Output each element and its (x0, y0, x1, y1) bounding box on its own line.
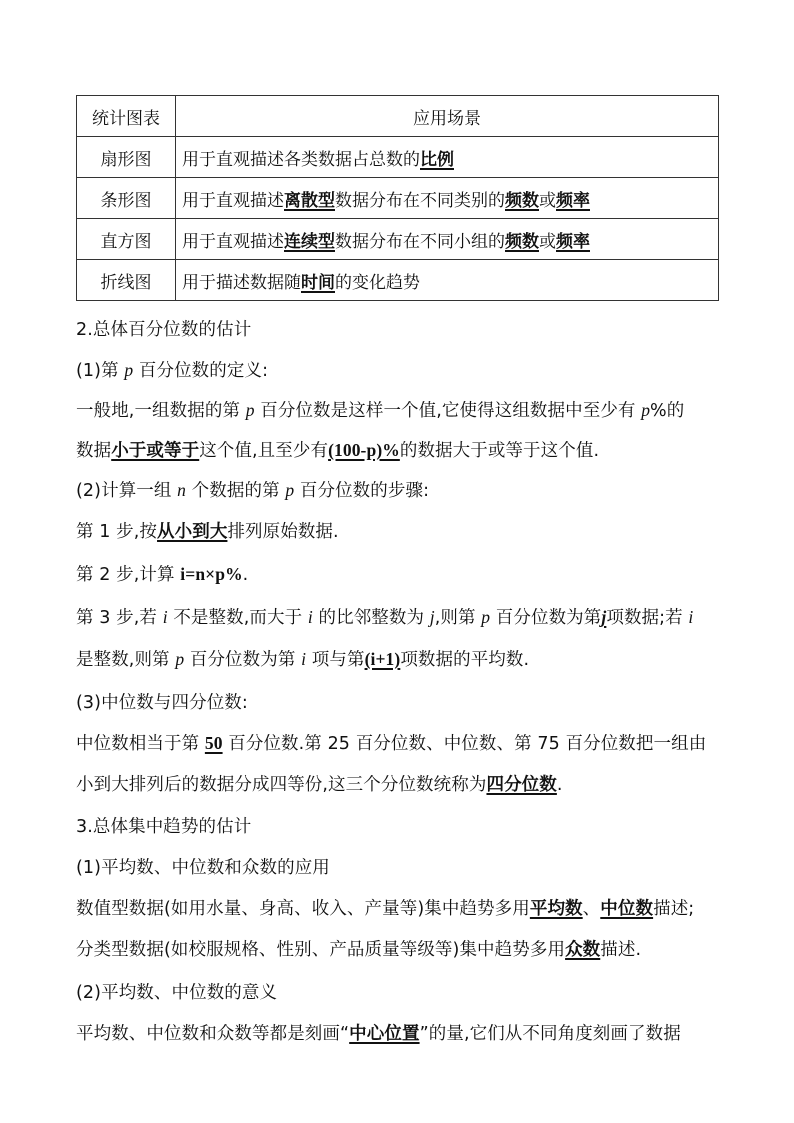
text: 数据 (76, 441, 112, 461)
text: 项数据的平均数. (400, 650, 530, 670)
formula: i=n×p% (180, 564, 243, 584)
usage-text: 或 (539, 231, 556, 252)
text: 的比邻整数为 (312, 608, 430, 628)
text: 项数据;若 (606, 608, 689, 628)
text: 、 (582, 899, 601, 919)
variable: p (245, 400, 255, 420)
text: 小到大排列后的数据分成四等份,这三个分位数统称为 (76, 775, 487, 795)
text: 是整数,则第 (76, 650, 176, 670)
text: 不是整数,而大于 (167, 608, 308, 628)
variable: i (688, 607, 694, 627)
usage-cell (176, 137, 719, 178)
text: 百分位数是这样一个值,它使得这组数据中至少有 (254, 401, 642, 421)
text: 第 1 步,按 (76, 522, 158, 542)
text: 第 2 步,计算 (76, 565, 181, 585)
table-row (77, 178, 719, 219)
usage-text: 用于描述数据随 (182, 272, 301, 293)
median-line-1 (76, 730, 726, 755)
key-term: 中心位置 (349, 1024, 420, 1044)
section-2-title: 2.总体百分位数的估计 (76, 320, 252, 340)
text: ,则第 (434, 608, 482, 628)
variable: i (301, 649, 307, 669)
key-term: 50 (204, 733, 223, 753)
variable: i (307, 607, 313, 627)
text: 中位数相当于第 (76, 734, 205, 754)
key-term: (100-p)% (328, 440, 400, 460)
variable: i (162, 607, 168, 627)
chart-type-cell: 扇形图 (77, 137, 176, 178)
usage-cell (176, 178, 719, 219)
variable: p (124, 360, 134, 380)
median-quartile-heading: (3)中位数与四分位数: (76, 693, 248, 713)
usage-text: 用于直观描述 (182, 190, 284, 211)
chart-type-cell: 折线图 (77, 260, 176, 301)
step-2 (76, 561, 726, 586)
key-term: 众数 (565, 940, 601, 960)
text: 一般地,一组数据的第 (76, 401, 246, 421)
median-line-2 (76, 771, 726, 796)
key-term: 平均数 (529, 899, 583, 919)
central-tendency-heading-2: (2)平均数、中位数的意义 (76, 983, 278, 1003)
text: 百分位数为第 (184, 650, 302, 670)
meaning-line (76, 1020, 726, 1045)
key-term: 频数 (505, 190, 539, 211)
central-tendency-heading-1: (1)平均数、中位数和众数的应用 (76, 858, 330, 878)
table-header-chart: 统计图表 (77, 96, 176, 137)
text: 项与第 (306, 650, 365, 670)
text: (1)第 (76, 361, 125, 381)
text: 百分位数为第 (490, 608, 602, 628)
key-term: 连续型 (284, 231, 335, 252)
key-term: 比例 (420, 149, 454, 170)
usage-cell (176, 219, 719, 260)
text: 排列原始数据. (227, 522, 339, 542)
key-term: (i+1) (364, 649, 401, 669)
numeric-data-line (76, 895, 726, 920)
key-term: 频率 (556, 231, 590, 252)
key-term: 时间 (301, 272, 335, 293)
categorical-data-line (76, 936, 726, 961)
usage-text: 用于直观描述 (182, 231, 284, 252)
section-3-title: 3.总体集中趋势的估计 (76, 817, 252, 837)
step-3-line-1 (76, 604, 726, 629)
step-3-line-2 (76, 646, 726, 671)
key-term: 频率 (556, 190, 590, 211)
usage-cell (176, 260, 719, 301)
text: 数值型数据(如用水量、身高、收入、产量等)集中趋势多用 (76, 899, 530, 919)
text: ”的量,它们从不同角度刻画了数据 (419, 1024, 681, 1044)
table-row (77, 260, 719, 301)
chart-usage-table (76, 95, 719, 301)
text: 百分位数.第 25 百分位数、中位数、第 75 百分位数把一组由 (222, 734, 707, 754)
text: 百分位数的步骤: (294, 481, 430, 501)
usage-text: 或 (539, 190, 556, 211)
percentile-definition-heading (76, 357, 726, 382)
key-term: 离散型 (284, 190, 335, 211)
text: 这个值,且至少有 (199, 441, 329, 461)
key-term: 四分位数 (486, 775, 557, 795)
text: 第 3 步,若 (76, 608, 163, 628)
table-row (77, 219, 719, 260)
text: 百分位数的定义: (133, 361, 269, 381)
text: 个数据的第 (186, 481, 286, 501)
text: 平均数、中位数和众数等都是刻画“ (76, 1024, 350, 1044)
text: %的 (650, 401, 685, 421)
usage-text: 数据分布在不同小组的 (335, 231, 505, 252)
key-term: 小于或等于 (111, 441, 200, 461)
table-header-scene: 应用场景 (176, 96, 719, 137)
table-header-row (77, 96, 719, 137)
variable: j (429, 607, 435, 627)
chart-type-cell: 直方图 (77, 219, 176, 260)
usage-text: 的变化趋势 (335, 272, 420, 293)
variable: p (481, 607, 491, 627)
usage-text: 用于直观描述各类数据占总数的 (182, 149, 420, 170)
key-term: 频数 (505, 231, 539, 252)
variable: n (177, 480, 187, 500)
text: 分类型数据(如校服规格、性别、产品质量等级等)集中趋势多用 (76, 940, 566, 960)
definition-line-1 (76, 397, 726, 422)
chart-type-cell: 条形图 (77, 178, 176, 219)
key-term: 中位数 (600, 899, 654, 919)
text: 描述. (600, 940, 642, 960)
variable: p (285, 480, 295, 500)
variable: p (641, 400, 651, 420)
text: (2)计算一组 (76, 481, 178, 501)
steps-heading (76, 477, 726, 502)
table-row (77, 137, 719, 178)
text: . (556, 775, 563, 795)
usage-text: 数据分布在不同类别的 (335, 190, 505, 211)
definition-line-2 (76, 437, 726, 462)
variable: p (175, 649, 185, 669)
text: 的数据大于或等于这个值. (399, 441, 600, 461)
text: . (242, 565, 249, 585)
key-term: 从小到大 (157, 522, 228, 542)
step-1 (76, 518, 726, 543)
text: 描述; (653, 899, 695, 919)
key-term: j (601, 607, 607, 627)
